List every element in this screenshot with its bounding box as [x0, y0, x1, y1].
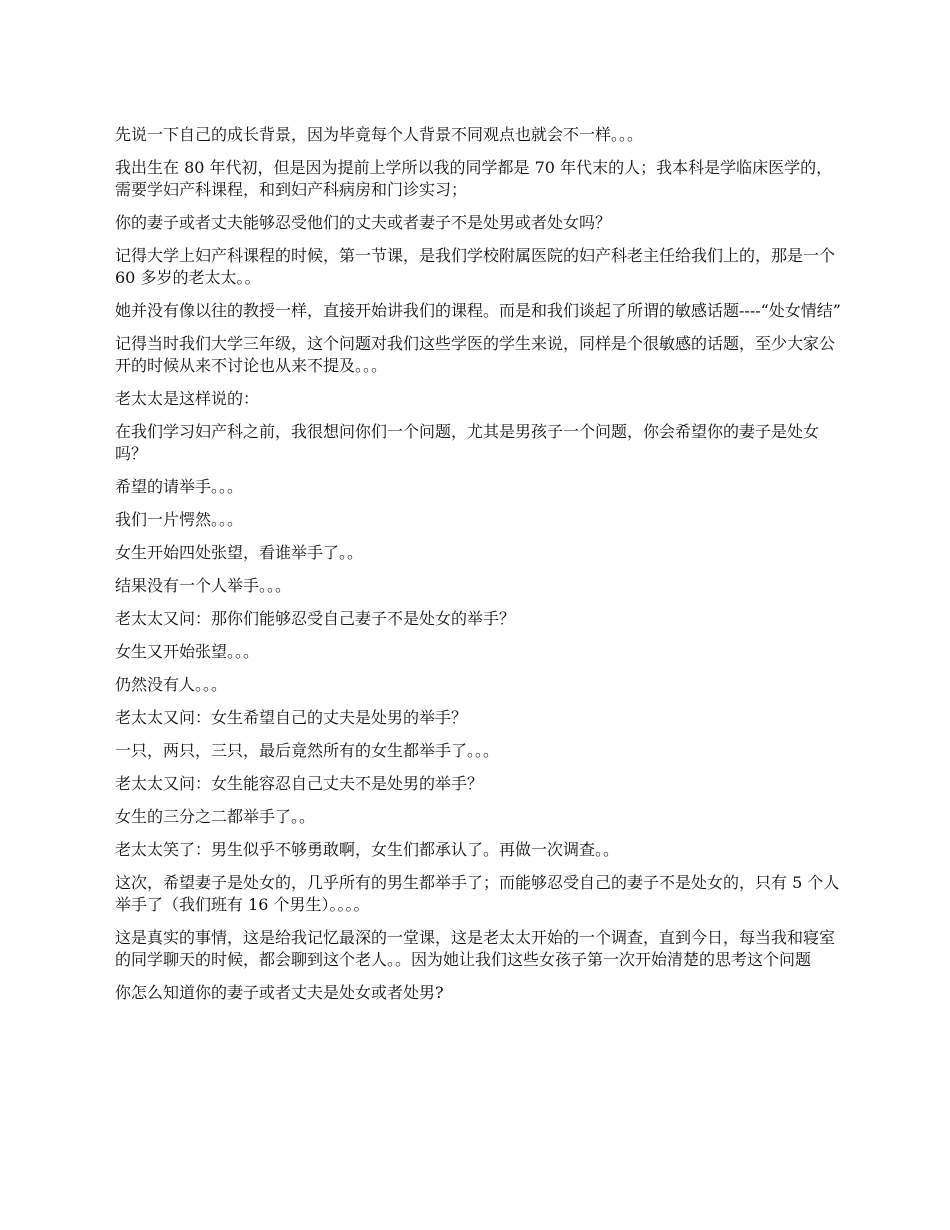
- paragraph: 先说一下自己的成长背景，因为毕竟每个人背景不同观点也就会不一样。。。: [115, 125, 644, 144]
- paragraph: 我们一片愕然。。。: [115, 510, 244, 529]
- paragraph: 记得大学上妇产科课程的时候，第一节课，是我们学校附属医院的妇产科老主任给我们上的，那是一个 60 多岁的老太太。。: [115, 246, 836, 287]
- paragraph: 女生开始四处张望，看谁举手了。。: [115, 543, 364, 562]
- paragraph: 我出生在 80 年代初，但是因为提前上学所以我的同学都是 70 年代末的人；我本科是学临床医学的，需要学妇产科课程，和到妇产科病房和门诊实习；: [115, 158, 833, 199]
- paragraph: 希望的请举手。。。: [115, 477, 244, 496]
- paragraph: 老太太又问：女生能容忍自己丈夫不是处男的举手？: [115, 774, 484, 793]
- paragraph: 老太太又问：那你们能够忍受自己妻子不是处女的举手？: [115, 609, 516, 628]
- paragraph: 老太太又问：女生希望自己的丈夫是处男的举手？: [115, 708, 468, 727]
- paragraph: 仍然没有人。。。: [115, 675, 228, 694]
- paragraph: 你怎么知道你的妻子或者丈夫是处女或者处男?: [115, 983, 444, 1002]
- paragraph: 你的妻子或者丈夫能够忍受他们的丈夫或者妻子不是处男或者处女吗？: [115, 213, 612, 232]
- paragraph: 一只，两只，三只，最后竟然所有的女生都举手了。。。: [115, 741, 500, 760]
- paragraph: 这是真实的事情，这是给我记忆最深的一堂课，这是老太太开始的一个调查，直到今日，每当我和寝室的同学聊天的时候，都会聊到这个老人。。因为她让我们这些女孩子第一次开始清楚的思考这个问题: [115, 928, 836, 969]
- paragraph: 老太太是这样说的：: [115, 389, 260, 408]
- document-page: [115, 124, 845, 1015]
- paragraph: 女生的三分之二都举手了。。: [115, 807, 316, 826]
- paragraph: 结果没有一个人举手。。。: [115, 576, 292, 595]
- paragraph: 记得当时我们大学三年级，这个问题对我们这些学医的学生来说，同样是个很敏感的话题，至少大家公开的时候从来不讨论也从来不提及。。。: [115, 334, 836, 375]
- paragraph: 老太太笑了：男生似乎不够勇敢啊，女生们都承认了。再做一次调查。。: [115, 840, 620, 859]
- paragraph: 在我们学习妇产科之前，我很想问你们一个问题，尤其是男孩子一个问题，你会希望你的妻子是处女吗？: [115, 422, 820, 463]
- paragraph: 她并没有像以往的教授一样，直接开始讲我们的课程。而是和我们谈起了所谓的敏感话题----“处女情结”: [115, 301, 841, 320]
- paragraph: 女生又开始张望。。。: [115, 642, 260, 661]
- paragraph: 这次，希望妻子是处女的，几乎所有的男生都举手了；而能够忍受自己的妻子不是处女的，只有 5 个人举手了（我们班有 16 个男生）。。。。: [115, 873, 840, 914]
